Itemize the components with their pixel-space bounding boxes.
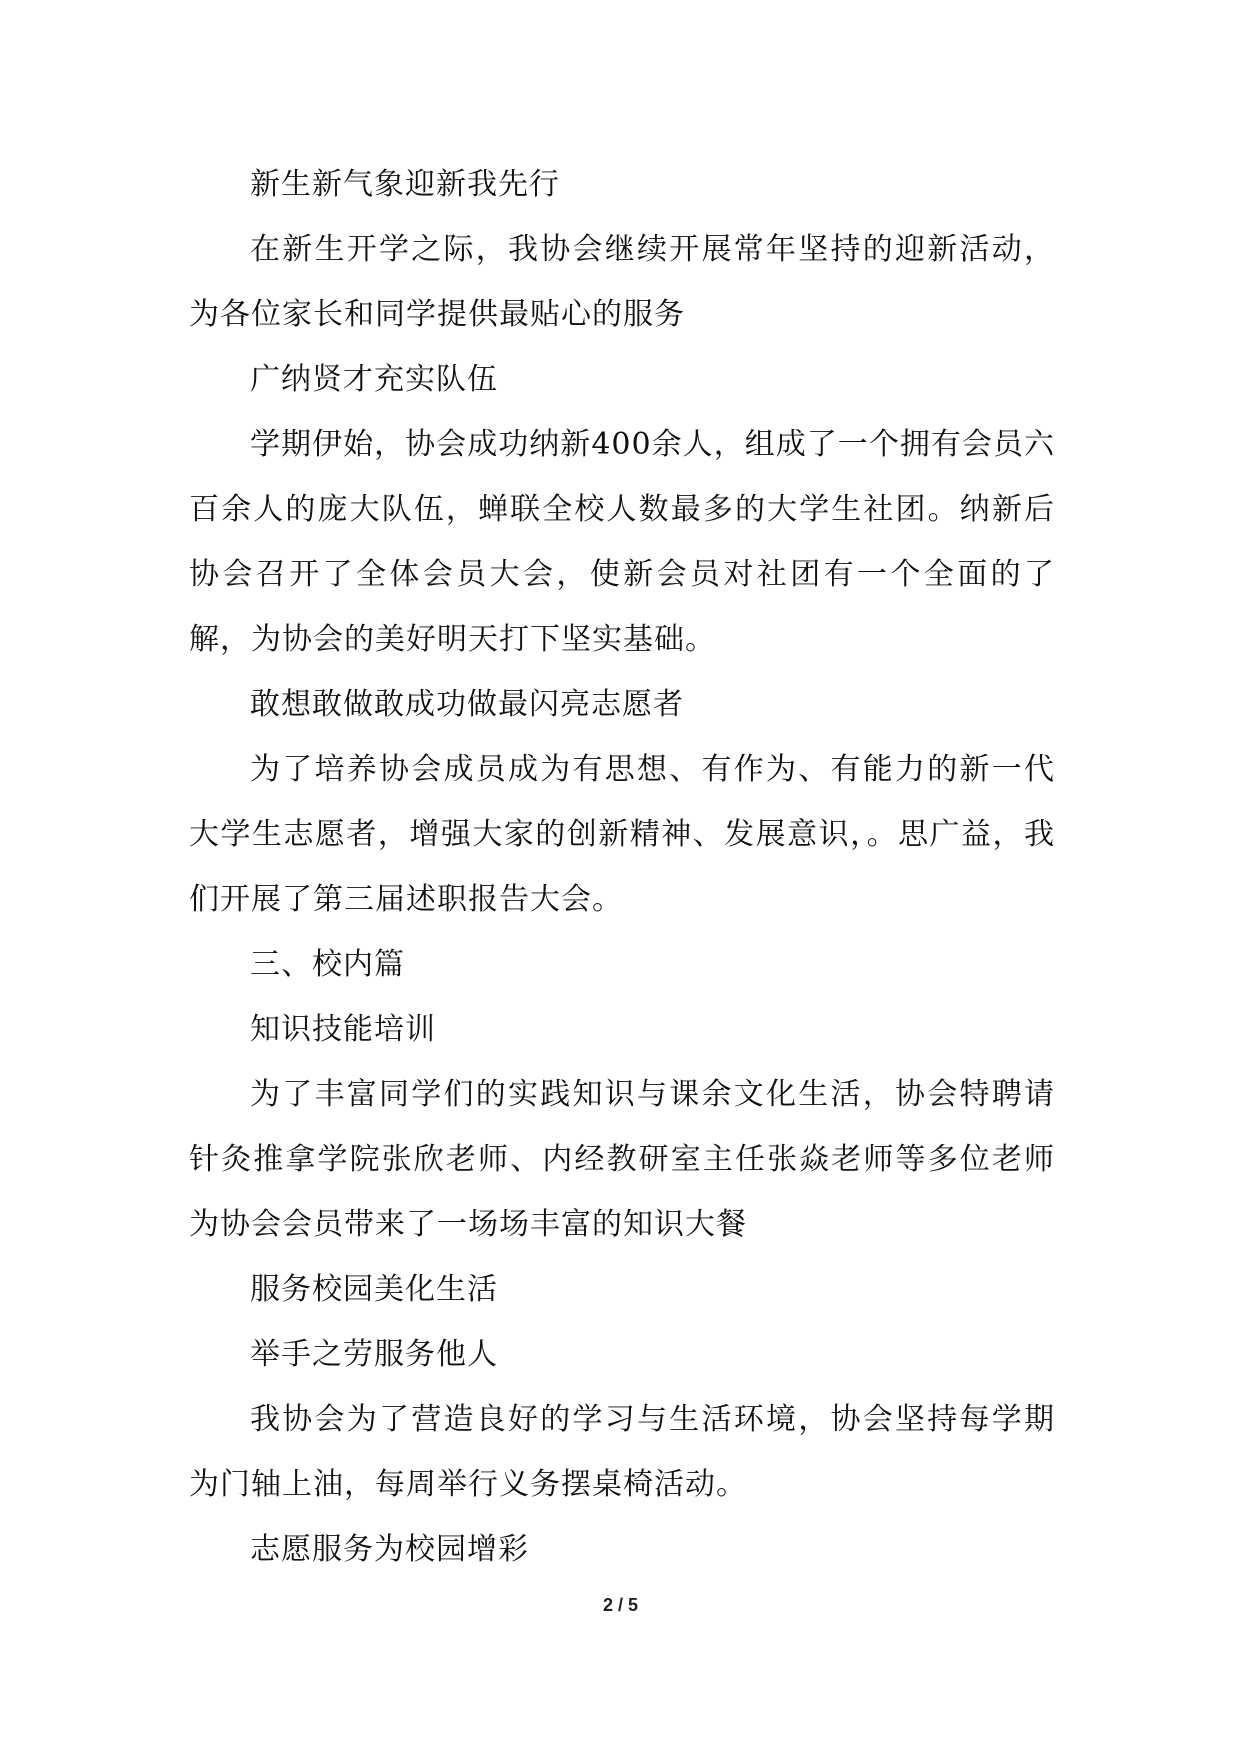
section-heading: 服务校园美化生活: [250, 1272, 498, 1307]
paragraph: 在新生开学之际，我协会继续开展常年坚持的迎新活动，为各位家长和同学提供最贴心的服务: [189, 232, 1055, 332]
paragraph: 为了丰富同学们的实践知识与课余文化生活，协会特聘请针灸推拿学院张欣老师、内经教研室主任张焱老师等多位老师为协会会员带来了一场场丰富的知识大餐: [189, 1077, 1055, 1242]
document-body: [189, 152, 1055, 1582]
paragraph: 为了培养协会成员成为有思想、有作为、有能力的新一代大学生志愿者，增强大家的创新精神、发展意识，。思广益，我们开展了第三届述职报告大会。: [189, 752, 1055, 917]
page-number: 2 / 5: [602, 1595, 639, 1615]
chapter-heading: 三、校内篇: [250, 947, 405, 982]
section-heading: 志愿服务为校园增彩: [250, 1532, 529, 1567]
section-heading: 广纳贤才充实队伍: [250, 362, 498, 397]
section-heading: 知识技能培训: [250, 1012, 436, 1047]
paragraph: 我协会为了营造良好的学习与生活环境，协会坚持每学期为门轴上油，每周举行义务摆桌椅活动。: [189, 1402, 1055, 1502]
paragraph: 学期伊始，协会成功纳新400余人，组成了一个拥有会员六百余人的庞大队伍，蝉联全校人数最多的大学生社团。纳新后协会召开了全体会员大会，使新会员对社团有一个全面的了解，为协会的美好明天打下坚实基础。: [189, 427, 1055, 657]
section-heading: 敢想敢做敢成功做最闪亮志愿者: [250, 687, 684, 722]
section-heading: 举手之劳服务他人: [250, 1337, 498, 1372]
section-heading: 新生新气象迎新我先行: [250, 167, 560, 202]
